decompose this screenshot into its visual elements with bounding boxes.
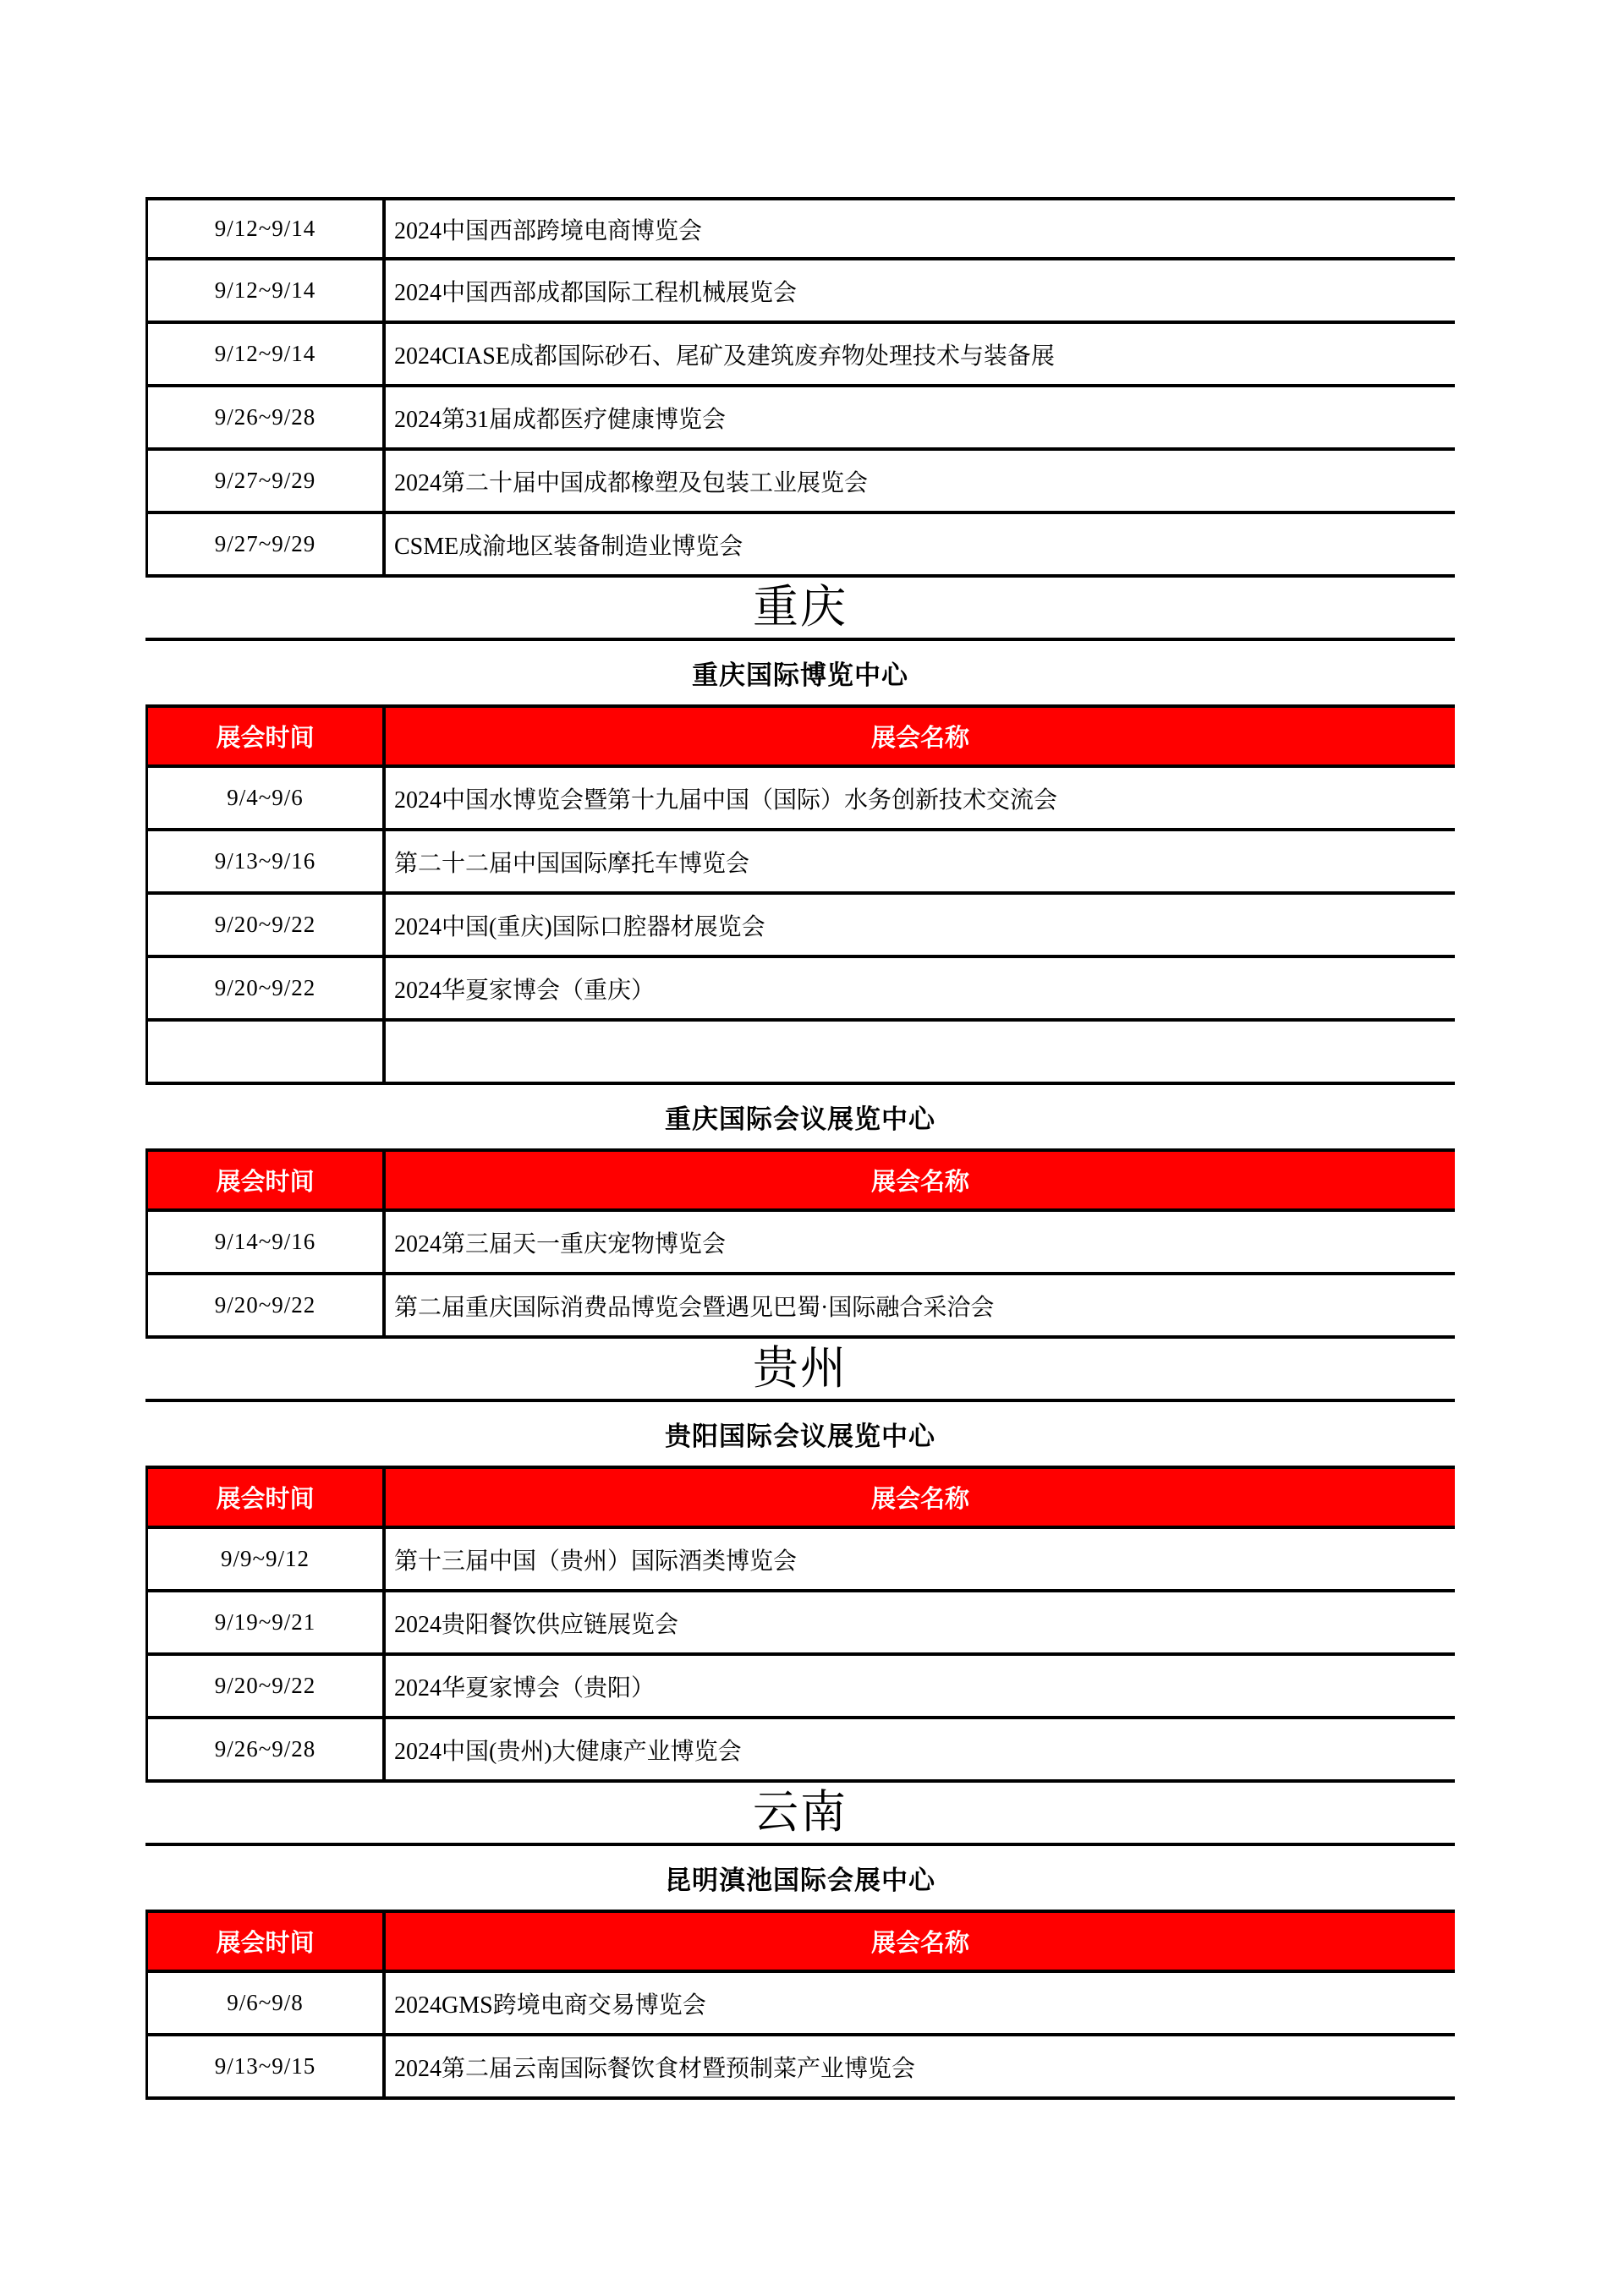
city-title: 贵州 bbox=[145, 1339, 1455, 1402]
empty-table-row bbox=[145, 1022, 1455, 1085]
table-row bbox=[145, 514, 1455, 578]
name-header-cell: 展会名称 bbox=[386, 1152, 1455, 1208]
name-header-cell: 展会名称 bbox=[386, 708, 1455, 764]
column-header-row bbox=[145, 1148, 1455, 1212]
date-cell: 9/27~9/29 bbox=[148, 514, 386, 574]
date-cell: 9/20~9/22 bbox=[148, 1275, 386, 1335]
name-cell: 2024中国西部跨境电商博览会 bbox=[394, 217, 703, 244]
table-row bbox=[145, 1212, 1455, 1275]
name-cell: 2024第三届天一重庆宠物博览会 bbox=[394, 1230, 727, 1258]
name-cell: 2024华夏家博会（重庆） bbox=[394, 977, 656, 1004]
date-cell: 9/20~9/22 bbox=[148, 958, 386, 1018]
date-cell: 9/19~9/21 bbox=[148, 1592, 386, 1652]
table-row bbox=[145, 895, 1455, 958]
date-cell: 9/14~9/16 bbox=[148, 1212, 386, 1272]
date-cell: 9/12~9/14 bbox=[148, 324, 386, 384]
table-row bbox=[145, 324, 1455, 387]
name-cell: 2024CIASE成都国际砂石、尾矿及建筑废弃物处理技术与装备展 bbox=[394, 342, 1055, 370]
name-cell: 2024第二届云南国际餐饮食材暨预制菜产业博览会 bbox=[394, 2055, 916, 2082]
table-row bbox=[145, 1592, 1455, 1656]
table-row bbox=[145, 958, 1455, 1022]
name-header-cell: 展会名称 bbox=[386, 1913, 1455, 1970]
table-row bbox=[145, 2036, 1455, 2100]
table-row bbox=[145, 831, 1455, 895]
table-row bbox=[145, 387, 1455, 451]
table-row bbox=[145, 260, 1455, 324]
date-cell bbox=[148, 1022, 386, 1082]
venue-title: 重庆国际博览中心 bbox=[692, 660, 908, 690]
name-header-cell: 展会名称 bbox=[386, 1469, 1455, 1526]
name-cell: 2024中国水博览会暨第十九届中国（国际）水务创新技术交流会 bbox=[394, 786, 1058, 814]
name-cell: 2024第31届成都医疗健康博览会 bbox=[394, 406, 727, 433]
name-cell: 第十三届中国（贵州）国际酒类博览会 bbox=[394, 1548, 798, 1575]
date-cell: 9/13~9/16 bbox=[148, 831, 386, 891]
name-cell: 第二届重庆国际消费品博览会暨遇见巴蜀·国际融合采洽会 bbox=[394, 1294, 995, 1321]
date-header-cell: 展会时间 bbox=[148, 1913, 386, 1970]
table-row bbox=[145, 1275, 1455, 1339]
table-row bbox=[145, 1719, 1455, 1783]
table-row bbox=[145, 1973, 1455, 2036]
date-header-cell: 展会时间 bbox=[148, 1469, 386, 1526]
date-cell: 9/26~9/28 bbox=[148, 387, 386, 447]
name-cell: 2024中国(重庆)国际口腔器材展览会 bbox=[394, 913, 765, 940]
table-row bbox=[145, 197, 1455, 260]
date-header-cell: 展会时间 bbox=[148, 708, 386, 764]
table-row bbox=[145, 1656, 1455, 1719]
table-row bbox=[145, 1529, 1455, 1592]
city-title: 云南 bbox=[145, 1783, 1455, 1846]
venue-title: 贵阳国际会议展览中心 bbox=[665, 1422, 935, 1451]
name-cell: 2024中国(贵州)大健康产业博览会 bbox=[394, 1738, 742, 1765]
date-cell: 9/27~9/29 bbox=[148, 451, 386, 511]
name-cell: 2024GMS跨境电商交易博览会 bbox=[394, 1992, 706, 2019]
date-cell: 9/6~9/8 bbox=[148, 1973, 386, 2033]
column-header-row bbox=[145, 704, 1455, 768]
name-cell: CSME成渝地区装备制造业博览会 bbox=[394, 533, 743, 560]
column-header-row bbox=[145, 1466, 1455, 1529]
name-cell: 2024第二十届中国成都橡塑及包装工业展览会 bbox=[394, 469, 869, 496]
date-cell: 9/20~9/22 bbox=[148, 1656, 386, 1716]
date-cell: 9/9~9/12 bbox=[148, 1529, 386, 1589]
table-row bbox=[145, 451, 1455, 514]
name-cell: 2024贵阳餐饮供应链展览会 bbox=[394, 1611, 679, 1638]
exhibition-table bbox=[145, 197, 1455, 2100]
table-row bbox=[145, 768, 1455, 831]
date-cell: 9/13~9/15 bbox=[148, 2036, 386, 2096]
date-header-cell: 展会时间 bbox=[148, 1152, 386, 1208]
name-cell bbox=[386, 1022, 1455, 1082]
venue-title: 昆明滇池国际会展中心 bbox=[665, 1866, 935, 1895]
city-title: 重庆 bbox=[145, 578, 1455, 641]
date-cell: 9/26~9/28 bbox=[148, 1719, 386, 1779]
date-cell: 9/20~9/22 bbox=[148, 895, 386, 955]
date-cell: 9/12~9/14 bbox=[148, 260, 386, 321]
name-cell: 2024华夏家博会（贵阳） bbox=[394, 1674, 656, 1701]
venue-title: 重庆国际会议展览中心 bbox=[665, 1104, 935, 1134]
date-cell: 9/4~9/6 bbox=[148, 768, 386, 828]
date-cell: 9/12~9/14 bbox=[148, 200, 386, 257]
name-cell: 2024中国西部成都国际工程机械展览会 bbox=[394, 279, 798, 306]
column-header-row bbox=[145, 1910, 1455, 1973]
name-cell: 第二十二届中国国际摩托车博览会 bbox=[394, 850, 750, 877]
